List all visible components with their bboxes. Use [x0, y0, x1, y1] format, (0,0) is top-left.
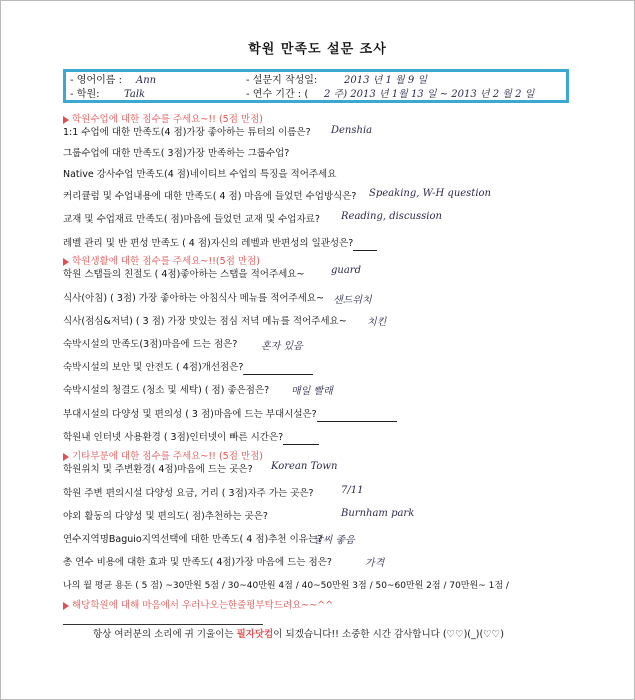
answer-9: 치킨 — [367, 317, 387, 328]
question-5: 교재 및 수업재료 만족도( 점)마음에 들었던 교재 및 수업자료? — [63, 214, 320, 225]
question-11: 숙박시설의 보안 및 안전도 ( 4점)개선점은? — [63, 361, 313, 375]
question-16: 학원 주변 편의시설 다양성 요금, 거리 ( 3점)자주 가는 곳은? — [63, 488, 314, 499]
triangle-icon — [63, 453, 69, 461]
question-14: 학원내 인터넷 사용환경 ( 3점)인터넷이 빠른 시간은? — [63, 431, 319, 445]
page-title: 학원 만족도 설문 조사 — [248, 42, 387, 57]
name-value: Ann — [136, 75, 157, 86]
name-label: - 영어이름 : — [70, 75, 122, 86]
question-6: 레벨 관리 및 반 편성 만족도 ( 4 점)자신의 레벨과 반편성의 일관성은? — [63, 237, 377, 251]
triangle-icon — [63, 258, 69, 266]
question-2: 그룹수업에 대한 만족도( 3점)가장 만족하는 그룹수업? — [63, 148, 290, 159]
section-header: 해당학원에 대해 마음에서 우러나오는한줄평부탁드려요~~^^ — [63, 599, 333, 613]
section-header: 기타부분에 대한 점수를 주세요~!! (5점 만점) — [63, 450, 263, 464]
answer-1: Denshia — [331, 125, 373, 136]
question-17: 야외 활동의 다양성 및 편의도( 점)추천하는 곳은? — [63, 511, 268, 522]
answer-line — [353, 238, 377, 251]
info-row-1 — [66, 73, 566, 88]
triangle-icon — [63, 116, 69, 124]
answer-16: 7/11 — [341, 485, 364, 496]
section-header: 학원수업에 대한 점수를 주세요~!! (5점 만점) — [63, 113, 263, 127]
answer-line — [243, 362, 313, 375]
question-20: 나의 월 평균 용돈 ( 5 점) ~30만원 5점 / 30~40만원 4점 / 40~50만원 3점 / 50~60만원 2점 / 70만원~ 1점 / — [63, 581, 509, 591]
date-value: 2013 년 1 월 9 일 — [344, 75, 428, 86]
question-9: 식사(점심&저녁) ( 3 점) 가장 맛있는 점심 저녁 메뉴를 적어주세요~ — [63, 316, 347, 327]
answer-7: guard — [331, 265, 361, 276]
school-value: Talk — [124, 89, 146, 100]
answer-10: 혼자 있음 — [261, 341, 303, 352]
section-header: 학원생활에 대한 점수를 주세요~!!(5점 만점) — [63, 255, 260, 269]
question-10: 숙박시설의 만족도(3점)마음에 드는 점은? — [63, 339, 238, 350]
question-19: 총 연수 비용에 대한 효과 및 만족도( 4점)가장 마음에 드는 점은? — [63, 557, 332, 568]
school-label: - 학원: — [70, 89, 100, 100]
answer-4: Speaking, W-H question — [369, 188, 491, 199]
footer-text: 항상 여러분의 소리에 귀 기울이는 필자닷컴이 되겠습니다!! 소중한 시간 감사합니다 (♡♡)(_)(♡♡) — [93, 629, 504, 640]
info-box — [63, 69, 569, 103]
triangle-icon — [63, 602, 69, 610]
question-18: 연수지역명Baguio지역선택에 대한 만족도( 4 점)추천 이유는? — [63, 534, 323, 545]
period-label: - 연수 기간 : ( — [246, 89, 309, 100]
answer-8: 샌드위치 — [333, 295, 372, 306]
question-8: 식사(아침) ( 3점) 가장 좋아하는 아침식사 메뉴를 적어주세요~ — [63, 293, 325, 304]
question-12: 숙박시설의 청결도 (청소 및 세탁) ( 점) 좋은점은? — [63, 385, 270, 396]
answer-12: 매일 빨래 — [291, 386, 333, 397]
answer-line — [317, 409, 397, 422]
answer-5: Reading, discussion — [341, 211, 442, 222]
question-13: 부대시설의 다양성 및 편의성 ( 3 점)마음에 드는 부대시설은? — [63, 408, 397, 422]
question-3: Native 강사수업 만족도(4 점)네이티브 수업의 특징을 적어주세요 — [63, 169, 337, 180]
question-1: 1:1 수업에 대한 만족도(4 점)가장 좋아하는 튜터의 이름은? — [63, 127, 311, 138]
answer-line — [283, 432, 319, 445]
answer-19: 가격 — [365, 558, 385, 569]
info-row-2 — [66, 87, 566, 102]
date-label: - 설문지 작성일: — [246, 75, 318, 86]
answer-17: Burnham park — [341, 508, 415, 519]
question-4: 커리큘럼 및 수업내용에 대한 만족도( 4 점) 마음에 들었던 수업방식은? — [63, 191, 357, 202]
question-15: 학원위치 및 주변환경( 4점)마음에 드는 곳은? — [63, 464, 253, 475]
answer-18: 날씨 좋음 — [313, 535, 355, 546]
comment-line — [63, 624, 263, 625]
period-value: 2 주) 2013 년 1월 13 일 ~ 2013 년 2 월 2 일 — [324, 89, 535, 100]
answer-15: Korean Town — [271, 461, 338, 472]
question-7: 학원 스탭들의 친절도 ( 4점)좋아하는 스탭을 적어주세요~ — [63, 269, 305, 280]
